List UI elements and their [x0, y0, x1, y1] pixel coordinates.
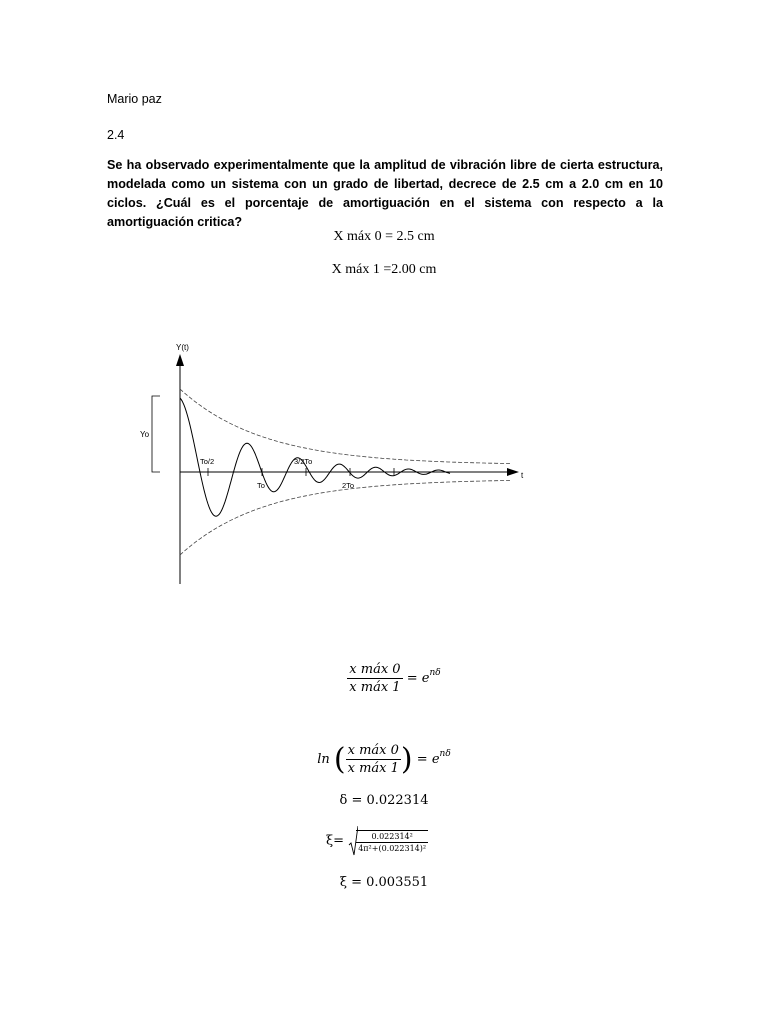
upper-envelope — [180, 389, 510, 464]
response-curve — [180, 398, 450, 516]
tick-label-to: To — [257, 481, 265, 490]
x-axis-label: t — [521, 471, 524, 480]
delta-result: δ = 0.022314 — [339, 793, 429, 808]
problem-number: 2.4 — [107, 128, 125, 142]
equation-ratio: $\frac{\text{x máx 0}}{\text{x máx 1}}$ = $e^{n\delta}$ — [349, 662, 441, 695]
tick-label-half-to: To/2 — [200, 457, 215, 466]
x-axis-arrow — [507, 468, 519, 476]
amplitude-label: Yo — [140, 430, 150, 439]
damped-vibration-graph — [130, 336, 530, 591]
lower-envelope — [180, 480, 510, 555]
xi-result: ξ = 0.003551 — [339, 875, 429, 890]
author-name: Mario paz — [107, 92, 162, 106]
amplitude-bracket — [152, 396, 160, 472]
problem-statement: Se ha observado experimentalmente que la amplitud de vibración libre de cierta estructura, modelada como un sistema con un grado de libertad, decrece de 2.5 cm a 2.0 cm en 10 ciclos. ¿Cuál es el porcentaje de amortiguación en el sistema con respecto a la amortiguación critica? — [107, 158, 663, 229]
tick-label-two-to: 2To — [342, 481, 355, 490]
y-axis-arrow — [176, 354, 184, 366]
given-xmax1: X máx 1 =2.00 cm — [331, 262, 437, 277]
given-xmax0: X máx 0 = 2.5 cm — [333, 229, 435, 244]
equation-ln: ln ( $\frac{\text{x máx 0}}{\text{x máx 1}}$ ) = $e^{n\delta}$ — [317, 742, 451, 777]
y-axis-label: Y(t) — [176, 343, 189, 352]
xi-formula: ξ= $\frac{\text{0.022314²}}{\text{4π²+(0.022314)²}}$ — [326, 825, 466, 857]
tick-label-three-half-to: 3/2To — [294, 457, 313, 466]
